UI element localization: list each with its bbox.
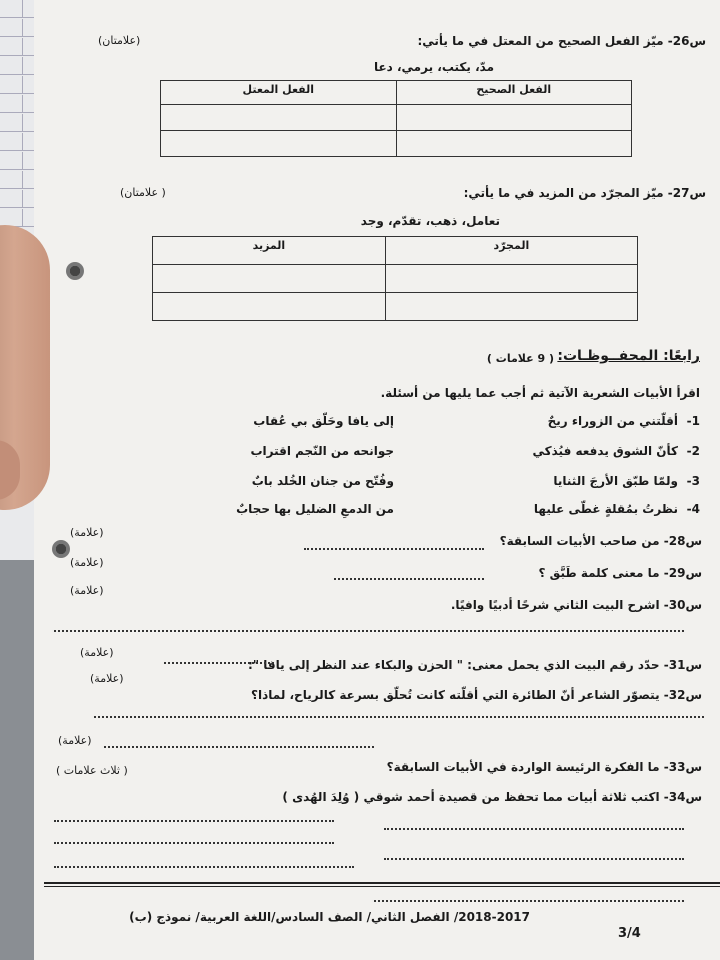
q27-col-left: المزيد — [153, 237, 386, 265]
q33-answer-line[interactable] — [104, 746, 374, 748]
q28-mark: (علامة) — [70, 526, 104, 539]
q27-cell[interactable] — [385, 265, 637, 293]
verse-1-right: أقلّتني من الزوراء ريحٌ — [547, 414, 678, 428]
q34-answer-line-left-1[interactable] — [54, 820, 334, 822]
q27-mark: ( علامتان) — [120, 186, 166, 199]
q30-text: س30- اشرح البيت الثاني شرحًا أدبيًا وافيًا. — [450, 598, 702, 612]
q28-answer-line[interactable] — [304, 548, 484, 550]
q31-answer-line[interactable] — [164, 662, 274, 664]
q26-prompt: س26- ميّز الفعل الصحيح من المعتل في ما يأتي: — [417, 34, 706, 48]
q26-col-right: الفعل الصحيح — [396, 81, 632, 105]
q29-mark: (علامة) — [70, 556, 104, 569]
verse-4-left: من الدمعِ الضليل بها حجابٌ — [236, 502, 394, 516]
q32-text: س32- يتصوّر الشاعر أنّ الطائرة التي أقلّته كانت تُحلّق بسرعة كالرياح، لماذا؟ — [251, 688, 702, 702]
q30-answer-line[interactable] — [54, 630, 684, 632]
q34-answer-line-left-2[interactable] — [54, 842, 334, 844]
q26-cell[interactable] — [161, 131, 397, 157]
q26-mark: (علامتان) — [98, 34, 141, 47]
verse-4-right: نظرتُ بمُقلةٍ غطّى عليها — [533, 502, 678, 516]
footer-text: 2018-2017/ الفصل الثاني/ الصف السادس/اللغة العربية/ نموذج (ب) — [129, 910, 530, 924]
q34-mark: ( ثلاث علامات ) — [56, 764, 128, 777]
q28-text: س28- من صاحب الأبيات السابقة؟ — [499, 534, 702, 548]
punch-hole — [66, 262, 84, 280]
q29-answer-line[interactable] — [334, 578, 484, 580]
q27-table — [152, 236, 638, 321]
footer-rule — [44, 882, 720, 884]
q31-mark: (علامة) — [80, 646, 114, 659]
section-marks: ( 9 علامات ) — [486, 352, 554, 365]
verse-3-num: 3- — [686, 474, 700, 488]
q33-text: س33- ما الفكرة الرئيسة الواردة في الأبيات السابقة؟ — [386, 760, 702, 774]
q31-text: س31- حدّد رقم البيت الذي يحمل معنى: " الحزن والبكاء عند النظر إلى يافا ": — [248, 658, 702, 672]
verse-2-left: جوانحه من النّجم اقتراب — [250, 444, 394, 458]
q26-cell[interactable] — [396, 131, 632, 157]
verse-3-right: ولمّا طبّق الأرجَ الثنايا — [553, 474, 678, 488]
verse-4-num: 4- — [686, 502, 700, 516]
q32-answer-line[interactable] — [94, 716, 704, 718]
section-instruction: اقرأ الأبيات الشعرية الآتية ثم أجب عما يليها من أسئلة. — [380, 386, 700, 400]
section-title: رابعًا: المحفــوظـات: — [557, 348, 700, 364]
q30-mark: (علامة) — [70, 584, 104, 597]
q26-col-left: الفعل المعتل — [161, 81, 397, 105]
q34-text: س34- اكتب ثلاثة أبيات مما تحفظ من قصيدة أحمد شوقي ( وُلِدَ الهُدى ) — [282, 790, 702, 804]
q33-mark: (علامة) — [58, 734, 92, 747]
verse-2-right: كأنّ الشوق يدفعه فيُذكي — [532, 444, 678, 458]
page-number: 3/4 — [618, 926, 641, 941]
q34-answer-line-right-2[interactable] — [384, 858, 684, 860]
q26-cell[interactable] — [161, 105, 397, 131]
q32-mark: (علامة) — [90, 672, 124, 685]
q27-col-right: المجرّد — [385, 237, 637, 265]
verse-3-left: وفُتّح من جنان الخُلد بابٌ — [251, 474, 394, 488]
q34-answer-line-left-3[interactable] — [54, 866, 354, 868]
punch-hole — [52, 540, 70, 558]
verse-2-num: 2- — [686, 444, 700, 458]
footer-rule — [44, 886, 720, 887]
q27-cell[interactable] — [385, 293, 637, 321]
q34-answer-line-right-1[interactable] — [384, 828, 684, 830]
verse-1-num: 1- — [686, 414, 700, 428]
q27-words: تعامل، ذهب، تقدّم، وجد — [360, 214, 500, 228]
q26-cell[interactable] — [396, 105, 632, 131]
exam-page — [34, 0, 720, 960]
q34-answer-line-right-3[interactable] — [374, 900, 684, 902]
q29-text: س29- ما معنى كلمة طَبَّق ؟ — [538, 566, 702, 580]
q26-words: مدّ، يكتب، يرمي، دعا — [373, 60, 494, 74]
q27-prompt: س27- ميّز المجرّد من المزيد في ما يأتي: — [463, 186, 706, 200]
q27-cell[interactable] — [153, 265, 386, 293]
verse-1-left: إلى يافا وحَلّق بي عُقاب — [253, 414, 394, 428]
q27-cell[interactable] — [153, 293, 386, 321]
q26-table — [160, 80, 632, 157]
